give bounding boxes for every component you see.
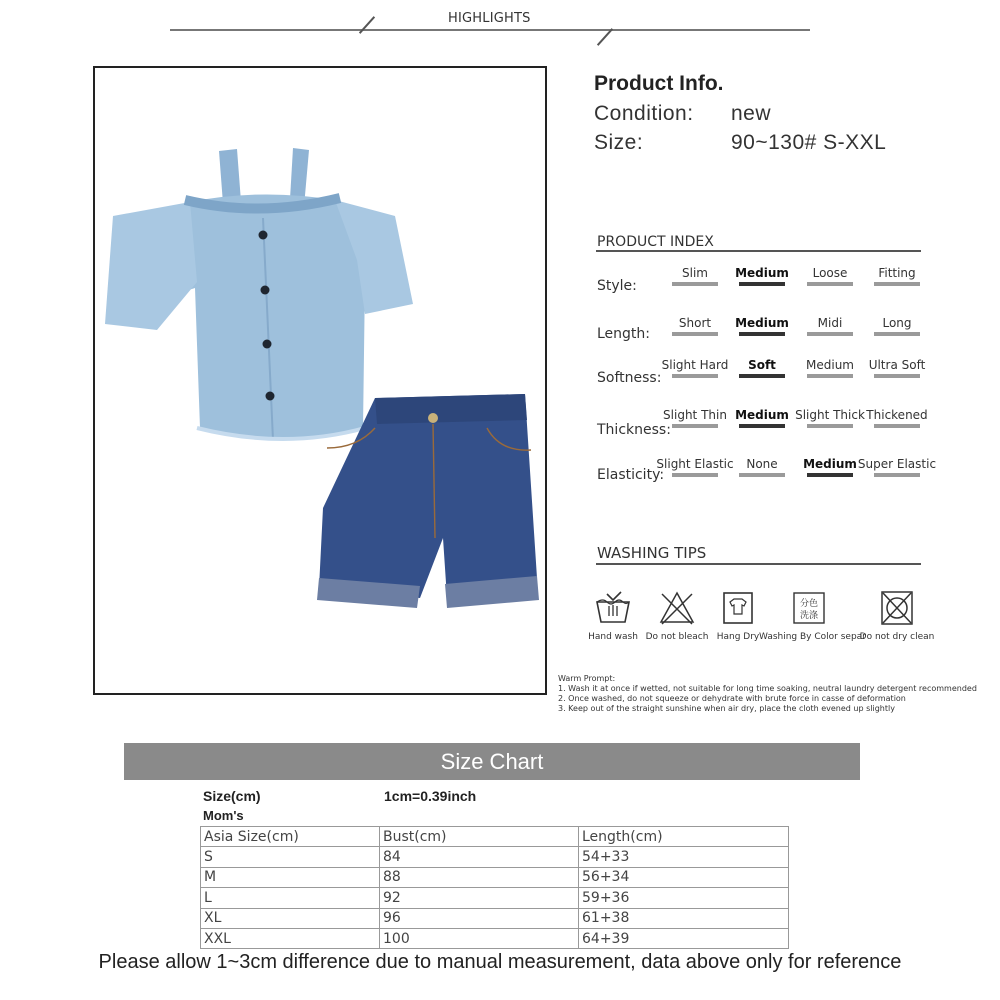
hand-wash-label: Hand wash	[588, 632, 638, 642]
indicator-bar	[874, 332, 920, 336]
index-option-label: Loose	[812, 266, 848, 280]
wash-by-color-icon	[789, 590, 829, 626]
table-row	[201, 908, 789, 928]
size-value: 90~130# S-XXL	[731, 131, 887, 154]
index-option	[857, 358, 937, 378]
selected-indicator-bar	[739, 282, 785, 286]
indicator-bar	[672, 332, 718, 336]
header-rule	[170, 29, 810, 31]
size-table	[200, 826, 789, 949]
warm-prompt-line: 3. Keep out of the straight sunshine when air dry, place the cloth evened up slightly	[558, 704, 895, 713]
index-option-label: Midi	[817, 316, 843, 330]
index-option	[857, 316, 937, 336]
wash-by-color-label: Washing By Color separ	[759, 632, 866, 642]
do-not-dry-clean-label: Do not dry clean	[859, 632, 935, 642]
column-header: Asia Size(cm)	[201, 827, 380, 847]
index-option-label: Soft	[748, 358, 776, 372]
indicator-bar	[874, 282, 920, 286]
product-illustration	[95, 68, 545, 693]
index-option-label: Fitting	[878, 266, 916, 280]
index-option-label: None	[746, 457, 778, 471]
indicator-bar	[874, 473, 920, 477]
do-not-dry-clean	[847, 590, 947, 642]
table-cell: 84	[380, 847, 579, 867]
size-label: Size:	[594, 131, 644, 154]
indicator-bar	[807, 374, 853, 378]
index-option-label: Medium	[735, 266, 789, 280]
index-option-label: Medium	[735, 316, 789, 330]
highlights-title: HIGHLIGHTS	[448, 11, 531, 26]
product-index-rule	[596, 250, 921, 252]
header-slash-left	[359, 16, 375, 34]
index-option-label: Slight Elastic	[656, 457, 734, 471]
table-cell: 88	[380, 867, 579, 887]
table-row	[201, 847, 789, 867]
index-option-label: Slim	[682, 266, 708, 280]
wash-by-color-glyph-top: 分色	[799, 599, 819, 609]
indicator-bar	[672, 374, 718, 378]
table-cell: XL	[201, 908, 380, 928]
table-cell: 56+34	[579, 867, 789, 887]
index-option	[857, 408, 937, 428]
size-unit-label: Size(cm)	[203, 788, 261, 804]
size-chart-title: Size Chart	[124, 743, 860, 780]
washing-tips-rule	[596, 563, 921, 565]
indicator-bar	[807, 424, 853, 428]
size-row	[594, 131, 887, 155]
warm-prompt	[558, 674, 977, 714]
table-row	[201, 867, 789, 887]
warm-prompt-title: Warm Prompt:	[558, 674, 616, 683]
indicator-bar	[672, 424, 718, 428]
index-row-label: Style:	[597, 278, 637, 294]
index-option	[857, 266, 937, 286]
table-cell: M	[201, 867, 380, 887]
index-option-label: Super Elastic	[857, 457, 937, 471]
index-option-label: Medium	[735, 408, 789, 422]
table-cell: 64+39	[579, 928, 789, 948]
table-cell: XXL	[201, 928, 380, 948]
wash-by-color	[759, 590, 866, 642]
index-row-label: Thickness:	[597, 422, 671, 438]
size-group-label: Mom's	[203, 808, 244, 823]
index-option-label: Short	[678, 316, 712, 330]
table-header-row	[201, 827, 789, 847]
hang-dry-label: Hang Dry	[716, 632, 760, 642]
index-option	[857, 457, 937, 477]
index-option-label: Medium	[806, 358, 854, 372]
table-cell: 59+36	[579, 888, 789, 908]
selected-indicator-bar	[739, 424, 785, 428]
condition-row	[594, 102, 772, 126]
product-index-title: PRODUCT INDEX	[597, 234, 714, 250]
index-option-label: Slight Thick	[795, 408, 865, 422]
warm-prompt-line: 1. Wash it at once if wetted, not suitable for long time soaking, neutral laundry detergent recommended	[558, 684, 977, 693]
index-option-label: Slight Thin	[663, 408, 727, 422]
indicator-bar	[672, 473, 718, 477]
index-row-label: Length:	[597, 326, 651, 342]
index-option-label: Thickened	[866, 408, 928, 422]
indicator-bar	[874, 424, 920, 428]
indicator-bar	[739, 473, 785, 477]
denim-top-illustration	[105, 148, 413, 440]
selected-indicator-bar	[807, 473, 853, 477]
product-info-title: Product Info.	[594, 72, 724, 95]
wash-by-color-glyph-bottom: 洗涤	[799, 611, 819, 621]
table-cell: S	[201, 847, 380, 867]
index-option-label: Medium	[803, 457, 857, 471]
table-cell: L	[201, 888, 380, 908]
hang-dry-icon	[718, 590, 758, 626]
index-option-label: Long	[882, 316, 912, 330]
table-cell: 54+33	[579, 847, 789, 867]
table-cell: 96	[380, 908, 579, 928]
indicator-bar	[672, 282, 718, 286]
column-header: Bust(cm)	[380, 827, 579, 847]
table-row	[201, 928, 789, 948]
selected-indicator-bar	[739, 374, 785, 378]
table-cell: 92	[380, 888, 579, 908]
table-row	[201, 888, 789, 908]
table-cell: 61+38	[579, 908, 789, 928]
warm-prompt-line: 2. Once washed, do not squeeze or dehydrate with brute force in casse of deformation	[558, 694, 906, 703]
indicator-bar	[874, 374, 920, 378]
indicator-bar	[807, 282, 853, 286]
measurement-note: Please allow 1~3cm difference due to manual measurement, data above only for reference	[98, 951, 902, 973]
table-cell: 100	[380, 928, 579, 948]
index-option-label: Ultra Soft	[868, 358, 926, 372]
unit-conversion: 1cm=0.39inch	[384, 788, 477, 804]
washing-tips-title: WASHING TIPS	[597, 544, 707, 562]
condition-value: new	[731, 102, 772, 125]
condition-label: Condition:	[594, 102, 694, 125]
do-not-bleach-label: Do not bleach	[645, 632, 709, 642]
product-photo	[93, 66, 547, 695]
indicator-bar	[807, 332, 853, 336]
index-option-label: Slight Hard	[661, 358, 729, 372]
index-row-label: Elasticity:	[597, 467, 665, 483]
selected-indicator-bar	[739, 332, 785, 336]
column-header: Length(cm)	[579, 827, 789, 847]
do-not-dry-clean-icon	[877, 590, 917, 626]
index-row-label: Softness:	[597, 370, 662, 386]
